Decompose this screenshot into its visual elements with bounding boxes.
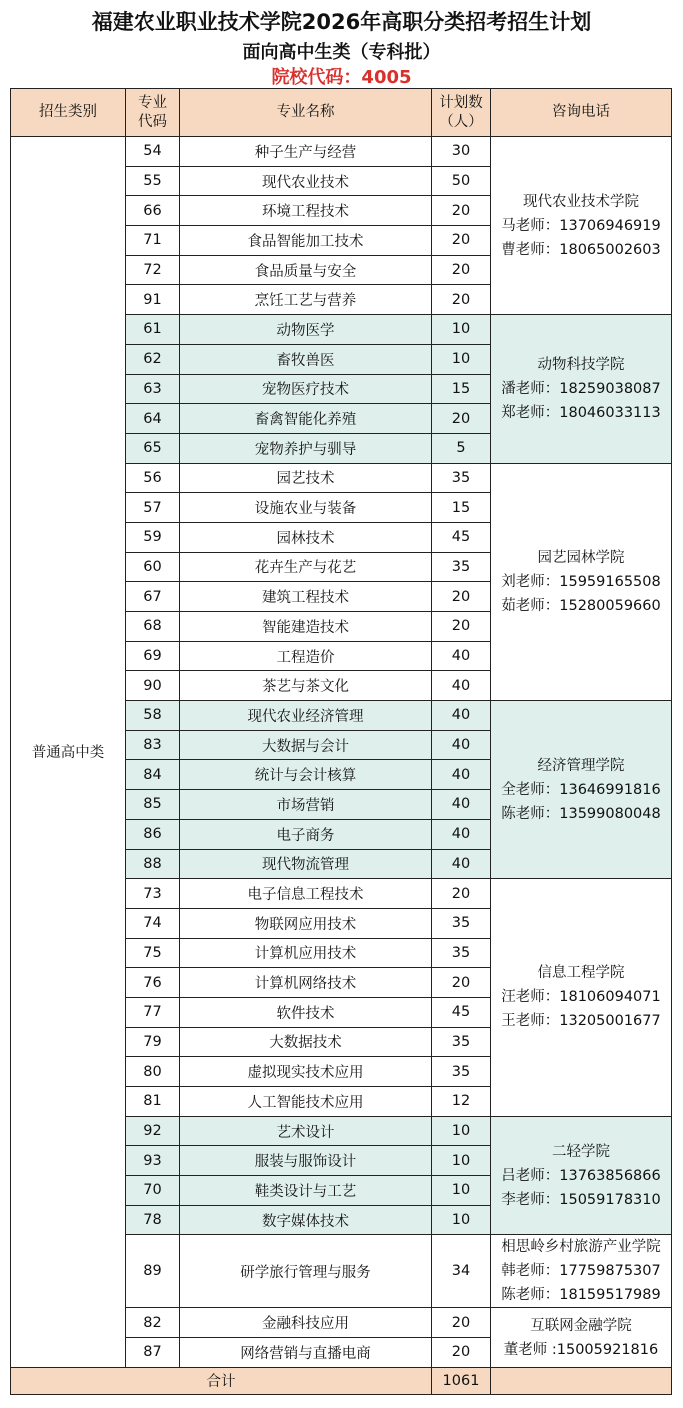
page-title: 福建农业职业技术学院2026年高职分类招考招生计划 xyxy=(91,10,592,34)
major-name-cell: 智能建造技术 xyxy=(180,612,432,642)
major-code-cell: 57 xyxy=(126,493,180,523)
college-name: 园艺园林学院 xyxy=(537,549,625,566)
quota-cell: 20 xyxy=(432,879,491,909)
quota-cell: 12 xyxy=(432,1087,491,1117)
contact-phone: 全老师：13646991816 xyxy=(501,781,661,798)
header-phone: 咨询电话 xyxy=(491,89,672,137)
college-name: 经济管理学院 xyxy=(537,757,625,774)
quota-cell: 35 xyxy=(432,908,491,938)
major-code-cell: 83 xyxy=(126,730,180,760)
major-code-cell: 56 xyxy=(126,463,180,493)
header-code xyxy=(126,89,180,137)
major-code-cell: 61 xyxy=(126,315,180,345)
quota-cell: 20 xyxy=(432,285,491,315)
quota-cell: 35 xyxy=(432,938,491,968)
major-name-cell: 环境工程技术 xyxy=(180,196,432,226)
major-code-cell: 71 xyxy=(126,226,180,256)
total-label: 合计 xyxy=(11,1367,432,1394)
major-name-cell: 艺术设计 xyxy=(180,1116,432,1146)
major-name-cell: 工程造价 xyxy=(180,641,432,671)
major-name-cell: 鞋类设计与工艺 xyxy=(180,1176,432,1206)
quota-cell: 35 xyxy=(432,1027,491,1057)
contact-phone: 茹老师：15280059660 xyxy=(501,597,661,614)
college-name: 二轻学院 xyxy=(552,1143,610,1160)
quota-cell: 10 xyxy=(432,1205,491,1235)
major-code-cell: 70 xyxy=(126,1176,180,1206)
quota-cell: 20 xyxy=(432,1338,491,1368)
major-code-cell: 89 xyxy=(126,1235,180,1308)
major-name-cell: 服装与服饰设计 xyxy=(180,1146,432,1176)
major-code-cell: 78 xyxy=(126,1205,180,1235)
major-name-cell: 物联网应用技术 xyxy=(180,908,432,938)
major-name-cell: 统计与会计核算 xyxy=(180,760,432,790)
quota-cell: 34 xyxy=(432,1235,491,1308)
quota-cell: 40 xyxy=(432,730,491,760)
quota-cell: 20 xyxy=(432,404,491,434)
contact-cell xyxy=(491,1235,672,1308)
major-code-cell: 86 xyxy=(126,819,180,849)
contact-phone: 董老师 :15005921816 xyxy=(503,1341,659,1358)
contact-phone: 吕老师：13763856866 xyxy=(501,1167,661,1184)
quota-cell: 20 xyxy=(432,226,491,256)
table-body xyxy=(11,137,672,1395)
header-name: 专业名称 xyxy=(180,89,432,137)
major-name-cell: 畜牧兽医 xyxy=(180,344,432,374)
college-name: 相思岭乡村旅游产业学院 xyxy=(501,1239,661,1256)
contact-cell xyxy=(491,1116,672,1235)
quota-cell: 35 xyxy=(432,552,491,582)
major-name-cell: 市场营销 xyxy=(180,790,432,820)
quota-cell: 10 xyxy=(432,315,491,345)
contact-phone: 李老师：15059178310 xyxy=(501,1191,661,1208)
page-subtitle: 面向高中生类（专科批） xyxy=(242,42,441,63)
major-name-cell: 计算机应用技术 xyxy=(180,938,432,968)
quota-cell: 50 xyxy=(432,166,491,196)
major-code-cell: 92 xyxy=(126,1116,180,1146)
major-code-cell: 64 xyxy=(126,404,180,434)
major-code-cell: 76 xyxy=(126,968,180,998)
major-name-cell: 畜禽智能化养殖 xyxy=(180,404,432,434)
contact-phone: 汪老师：18106094071 xyxy=(501,989,661,1006)
major-code-cell: 60 xyxy=(126,552,180,582)
major-code-cell: 91 xyxy=(126,285,180,315)
major-code-cell: 55 xyxy=(126,166,180,196)
contact-phone: 潘老师：18259038087 xyxy=(501,380,661,397)
quota-cell: 40 xyxy=(432,790,491,820)
major-code-cell: 84 xyxy=(126,760,180,790)
quota-cell: 20 xyxy=(432,612,491,642)
major-name-cell: 虚拟现实技术应用 xyxy=(180,1057,432,1087)
enrollment-plan-table xyxy=(10,88,672,1395)
major-code-cell: 93 xyxy=(126,1146,180,1176)
quota-cell: 40 xyxy=(432,641,491,671)
table-row xyxy=(11,137,672,167)
major-name-cell: 茶艺与茶文化 xyxy=(180,671,432,701)
header-quota xyxy=(432,89,491,137)
major-name-cell: 研学旅行管理与服务 xyxy=(180,1235,432,1308)
quota-cell: 10 xyxy=(432,1116,491,1146)
contact-cell xyxy=(491,879,672,1117)
major-name-cell: 花卉生产与花艺 xyxy=(180,552,432,582)
contact-phone: 王老师：13205001677 xyxy=(501,1013,661,1030)
college-name: 现代农业技术学院 xyxy=(523,193,639,210)
major-name-cell: 宠物医疗技术 xyxy=(180,374,432,404)
major-name-cell: 金融科技应用 xyxy=(180,1308,432,1338)
major-code-cell: 74 xyxy=(126,908,180,938)
category-cell: 普通高中类 xyxy=(11,137,126,1368)
major-name-cell: 烹饪工艺与营养 xyxy=(180,285,432,315)
quota-cell: 35 xyxy=(432,1057,491,1087)
major-name-cell: 动物医学 xyxy=(180,315,432,345)
major-name-cell: 宠物养护与驯导 xyxy=(180,433,432,463)
major-name-cell: 大数据技术 xyxy=(180,1027,432,1057)
major-code-cell: 87 xyxy=(126,1338,180,1368)
quota-cell: 30 xyxy=(432,137,491,167)
major-code-cell: 81 xyxy=(126,1087,180,1117)
major-name-cell: 大数据与会计 xyxy=(180,730,432,760)
major-code-cell: 80 xyxy=(126,1057,180,1087)
major-name-cell: 现代物流管理 xyxy=(180,849,432,879)
total-row xyxy=(11,1367,672,1394)
quota-cell: 20 xyxy=(432,196,491,226)
quota-cell: 20 xyxy=(432,1308,491,1338)
header-code-text: 专业代码 xyxy=(138,94,167,130)
contact-phone: 韩老师：17759875307 xyxy=(501,1263,661,1280)
major-code-cell: 90 xyxy=(126,671,180,701)
major-code-cell: 85 xyxy=(126,790,180,820)
table-header-row xyxy=(11,89,672,137)
quota-cell: 40 xyxy=(432,701,491,731)
major-name-cell: 食品质量与安全 xyxy=(180,255,432,285)
major-name-cell: 现代农业技术 xyxy=(180,166,432,196)
contact-cell xyxy=(491,137,672,315)
quota-cell: 35 xyxy=(432,463,491,493)
major-name-cell: 电子信息工程技术 xyxy=(180,879,432,909)
major-code-cell: 77 xyxy=(126,997,180,1027)
major-name-cell: 网络营销与直播电商 xyxy=(180,1338,432,1368)
header-quota-text: 计划数（人） xyxy=(439,94,483,130)
major-code-cell: 63 xyxy=(126,374,180,404)
major-code-cell: 88 xyxy=(126,849,180,879)
total-empty xyxy=(491,1367,672,1394)
header-category: 招生类别 xyxy=(11,89,126,137)
quota-cell: 40 xyxy=(432,760,491,790)
quota-cell: 15 xyxy=(432,374,491,404)
major-name-cell: 园林技术 xyxy=(180,522,432,552)
major-code-cell: 72 xyxy=(126,255,180,285)
major-name-cell: 软件技术 xyxy=(180,997,432,1027)
college-name: 信息工程学院 xyxy=(537,965,625,982)
contact-cell xyxy=(491,463,672,701)
contact-phone: 陈老师：13599080048 xyxy=(501,805,661,822)
major-code-cell: 73 xyxy=(126,879,180,909)
contact-cell xyxy=(491,315,672,463)
contact-cell xyxy=(491,1308,672,1367)
major-name-cell: 数字媒体技术 xyxy=(180,1205,432,1235)
major-code-cell: 68 xyxy=(126,612,180,642)
major-code-cell: 58 xyxy=(126,701,180,731)
major-name-cell: 电子商务 xyxy=(180,819,432,849)
quota-cell: 10 xyxy=(432,1146,491,1176)
major-code-cell: 59 xyxy=(126,522,180,552)
contact-phone: 刘老师：15959165508 xyxy=(501,573,661,590)
quota-cell: 45 xyxy=(432,522,491,552)
quota-cell: 40 xyxy=(432,849,491,879)
contact-phone: 陈老师：18159517989 xyxy=(501,1287,661,1304)
school-code: 院校代码：4005 xyxy=(271,67,412,88)
quota-cell: 10 xyxy=(432,1176,491,1206)
major-name-cell: 建筑工程技术 xyxy=(180,582,432,612)
contact-phone: 马老师：13706946919 xyxy=(501,217,661,234)
major-code-cell: 65 xyxy=(126,433,180,463)
quota-cell: 10 xyxy=(432,344,491,374)
major-code-cell: 79 xyxy=(126,1027,180,1057)
major-code-cell: 82 xyxy=(126,1308,180,1338)
college-name: 互联网金融学院 xyxy=(530,1317,632,1334)
major-code-cell: 66 xyxy=(126,196,180,226)
quota-cell: 40 xyxy=(432,671,491,701)
major-name-cell: 设施农业与装备 xyxy=(180,493,432,523)
quota-cell: 20 xyxy=(432,968,491,998)
major-name-cell: 园艺技术 xyxy=(180,463,432,493)
quota-cell: 40 xyxy=(432,819,491,849)
major-name-cell: 食品智能加工技术 xyxy=(180,226,432,256)
quota-cell: 45 xyxy=(432,997,491,1027)
major-name-cell: 种子生产与经营 xyxy=(180,137,432,167)
contact-phone: 曹老师：18065002603 xyxy=(501,241,661,258)
major-code-cell: 67 xyxy=(126,582,180,612)
quota-cell: 15 xyxy=(432,493,491,523)
major-code-cell: 75 xyxy=(126,938,180,968)
college-name: 动物科技学院 xyxy=(537,356,625,373)
major-code-cell: 54 xyxy=(126,137,180,167)
quota-cell: 20 xyxy=(432,582,491,612)
major-name-cell: 人工智能技术应用 xyxy=(180,1087,432,1117)
quota-cell: 5 xyxy=(432,433,491,463)
major-name-cell: 计算机网络技术 xyxy=(180,968,432,998)
total-value: 1061 xyxy=(432,1367,491,1394)
contact-cell xyxy=(491,701,672,879)
major-name-cell: 现代农业经济管理 xyxy=(180,701,432,731)
quota-cell: 20 xyxy=(432,255,491,285)
major-code-cell: 69 xyxy=(126,641,180,671)
contact-phone: 郑老师：18046033113 xyxy=(501,404,661,421)
major-code-cell: 62 xyxy=(126,344,180,374)
